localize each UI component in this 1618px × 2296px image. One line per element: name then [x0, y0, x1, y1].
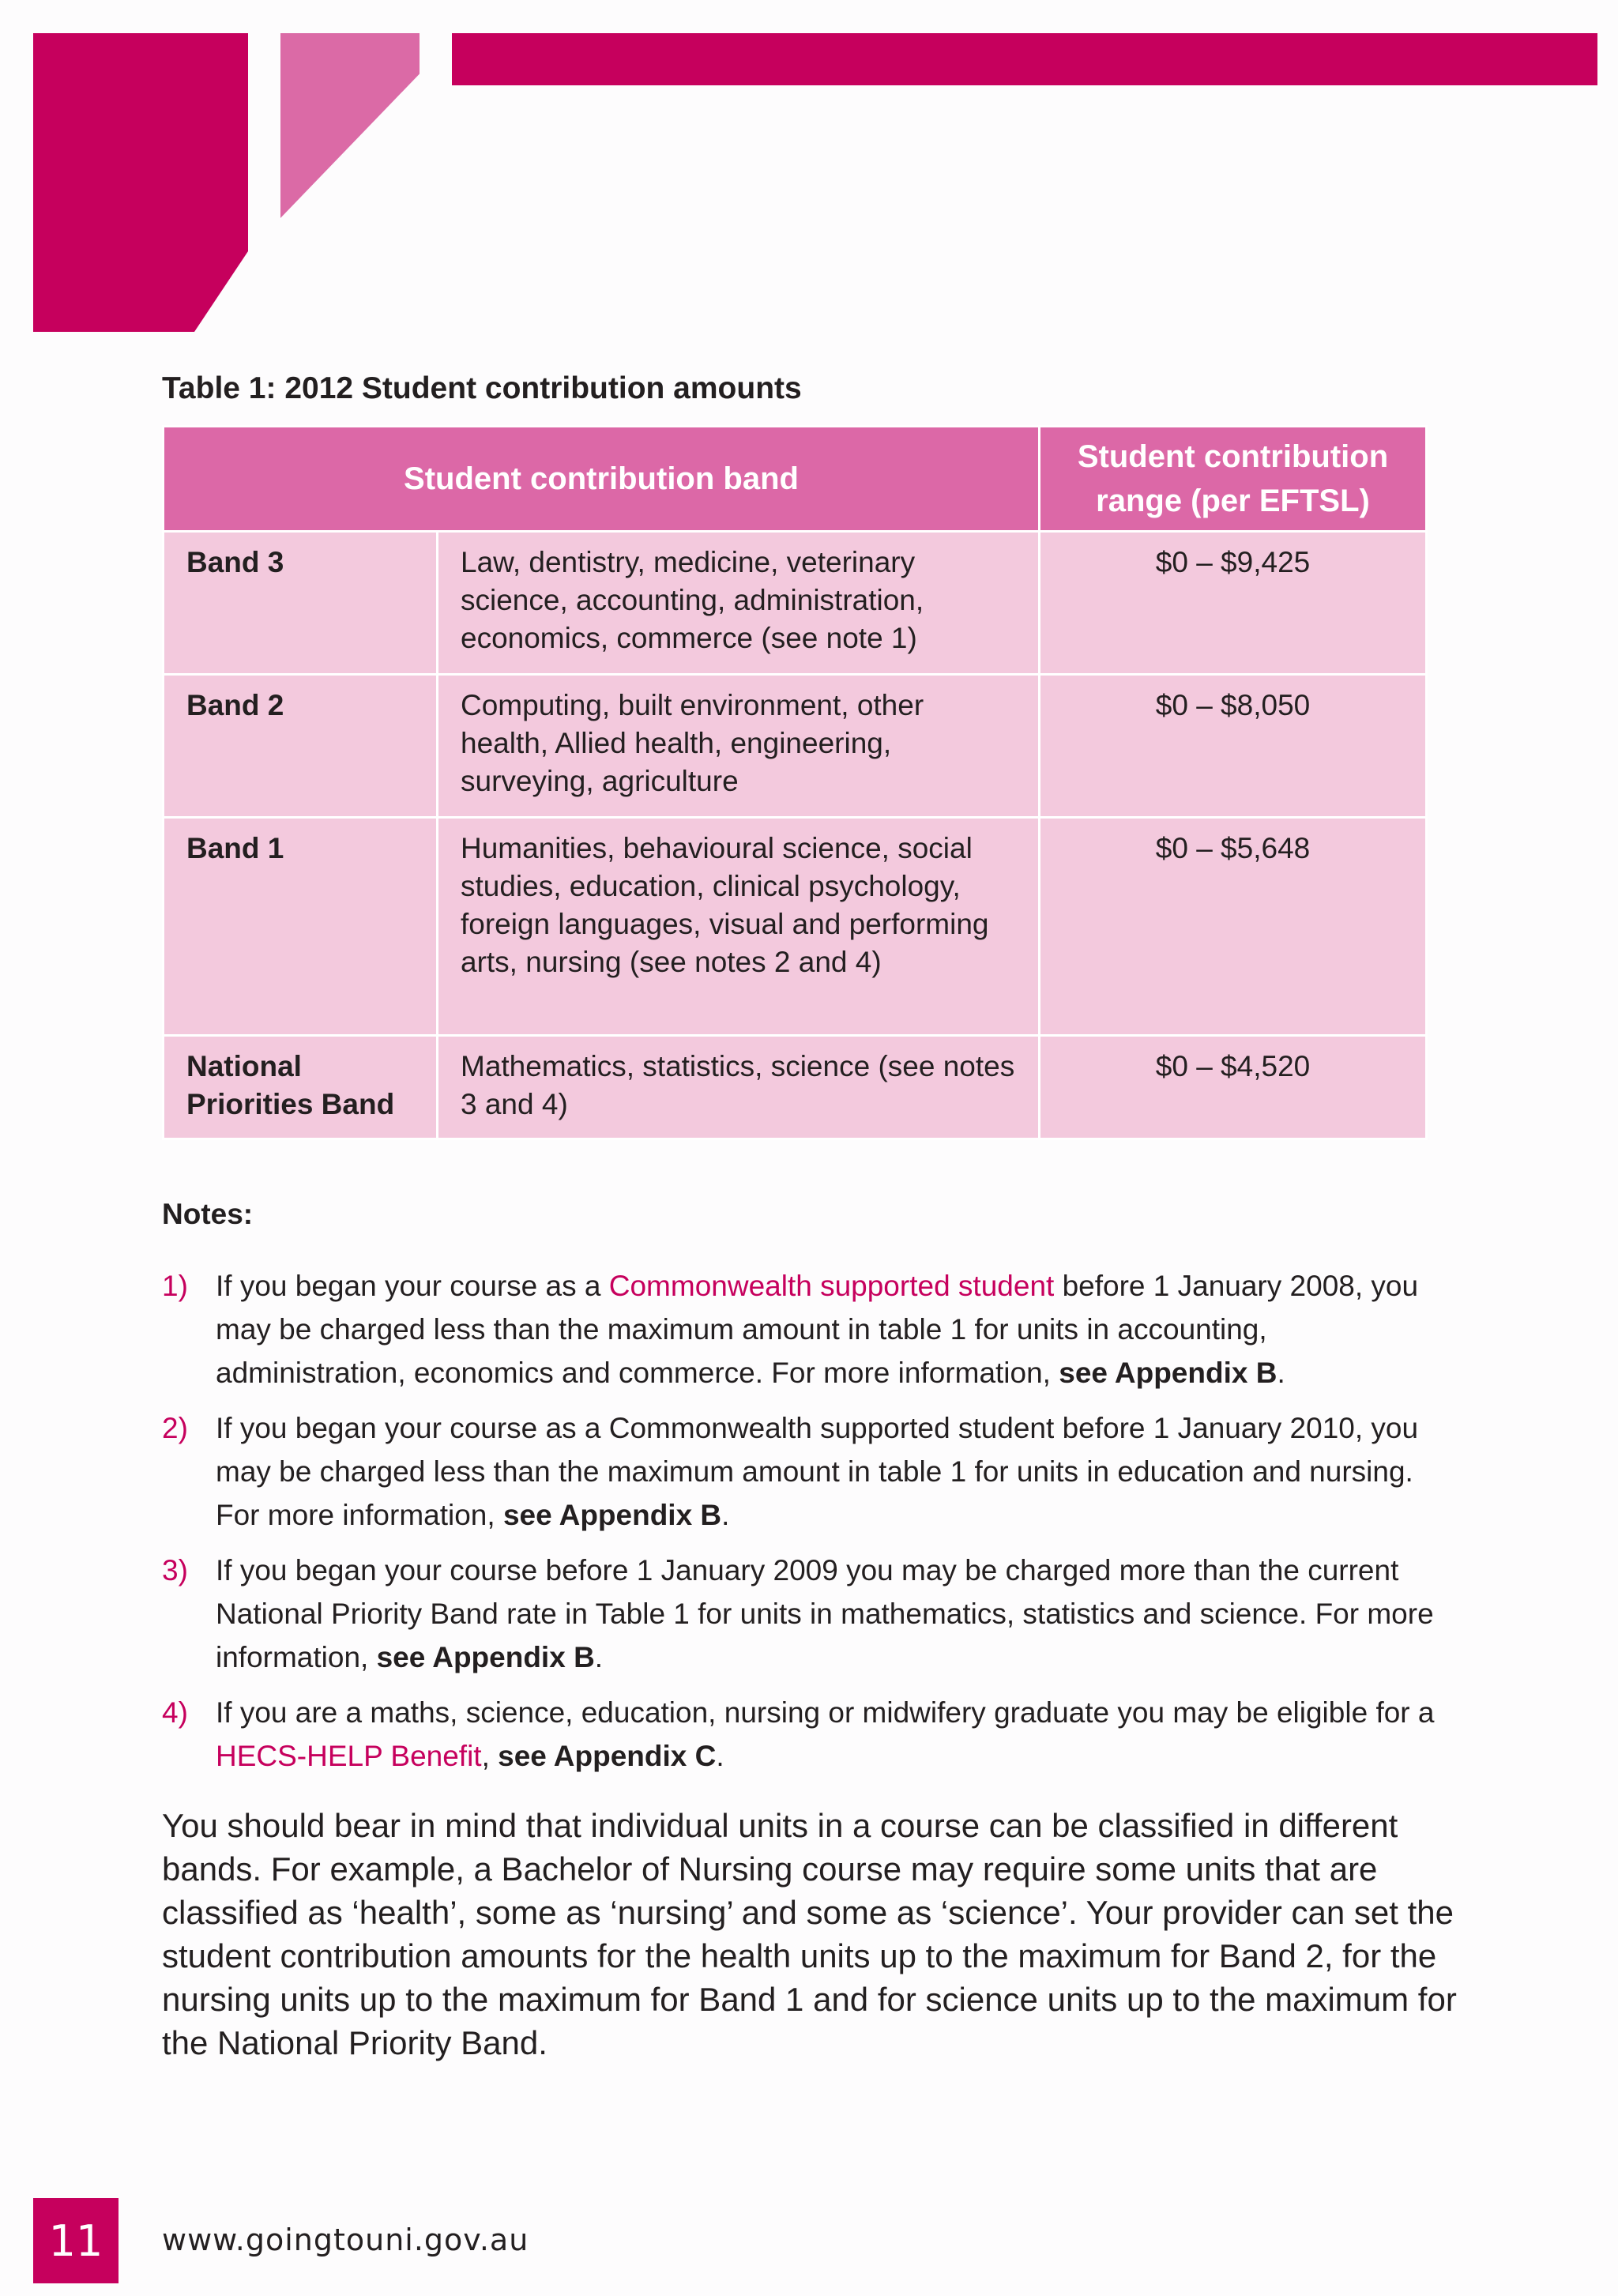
- note-text: If you began your course as a Commonwealth supported student before 1 January 2010, you may be charged less than the maximum amount in table 1 for units in education and nursing. For more information,: [216, 1412, 1419, 1531]
- header-range: [1040, 427, 1427, 532]
- band-name: [164, 1036, 438, 1139]
- band-name-line2: Priorities Band: [186, 1088, 395, 1120]
- note-number: 4): [162, 1696, 188, 1729]
- notes-list: [162, 1264, 1442, 1790]
- note-text: .: [1277, 1357, 1285, 1389]
- table-row: [164, 532, 1427, 675]
- body-paragraph: You should bear in mind that individual units in a course can be classified in different bands. For example, a Bachelor of Nursing course may require some units that are classified as ‘health’, some as ‘nursing’ and some as ‘science’. Your provider can set the student contribution amounts for the health units up to the maximum for Band 2, for the nursing units up to the maximum for Band 1 and for science units up to the maximum for the National Priority Band.: [162, 1807, 1457, 2061]
- note-item: [162, 1691, 1442, 1778]
- appendix-reference: see Appendix B: [502, 1499, 722, 1531]
- header-band-label: Student contribution band: [404, 461, 799, 496]
- header-decoration-bar: [452, 33, 1597, 85]
- table-row: [164, 675, 1427, 818]
- header-range-line2: range (per EFTSL): [1096, 484, 1370, 518]
- note-text: .: [721, 1499, 730, 1531]
- header-range-line1: Student contribution: [1077, 439, 1389, 474]
- hecs-help-benefit-link[interactable]: HECS-HELP Benefit: [216, 1740, 482, 1772]
- band-fields: Computing, built environment, other health, Allied health, engineering, surveying, agriculture: [438, 675, 1040, 818]
- note-number: 1): [162, 1270, 188, 1302]
- appendix-reference: see Appendix C: [498, 1740, 717, 1772]
- band-name-line1: National: [186, 1050, 302, 1082]
- header-decoration-triangle: [280, 33, 420, 218]
- note-text: ,: [481, 1740, 499, 1772]
- note-text: before 1 January 2008, you may be charged less than the maximum amount in table 1 for units in accounting, administration, economics and commerce. For more information,: [216, 1270, 1419, 1389]
- table-row: [164, 1036, 1427, 1139]
- note-text: .: [594, 1641, 604, 1673]
- band-range: $0 – $8,050: [1040, 675, 1427, 818]
- notes-heading: Notes:: [162, 1198, 254, 1230]
- contribution-table: [162, 425, 1428, 1140]
- band-fields: Mathematics, statistics, science (see notes 3 and 4): [438, 1036, 1040, 1139]
- note-text: If you began your course before 1 January 2009 you may be charged more than the current National Priority Band rate in Table 1 for units in mathematics, statistics and science. For more information,: [216, 1554, 1434, 1673]
- note-item: [162, 1264, 1442, 1395]
- note-item: [162, 1406, 1442, 1537]
- note-text: If you are a maths, science, education, nursing or midwifery graduate you may be eligible for a: [216, 1696, 1435, 1729]
- band-range: $0 – $9,425: [1040, 532, 1427, 675]
- band-range: $0 – $5,648: [1040, 818, 1427, 1036]
- appendix-reference: see Appendix B: [376, 1641, 595, 1673]
- commonwealth-supported-student-link[interactable]: Commonwealth supported student: [608, 1270, 1055, 1302]
- band-name: Band 3: [164, 532, 438, 675]
- note-text: .: [716, 1740, 724, 1772]
- note-item: [162, 1549, 1442, 1679]
- band-name: Band 2: [164, 675, 438, 818]
- table-row: [164, 818, 1427, 1036]
- note-number: 3): [162, 1554, 188, 1586]
- appendix-reference: see Appendix B: [1059, 1357, 1277, 1389]
- band-fields: Humanities, behavioural science, social studies, education, clinical psychology, foreign languages, visual and performing arts, nursing (see notes 2 and 4): [438, 818, 1040, 1036]
- band-name: Band 1: [164, 818, 438, 1036]
- band-range: $0 – $4,520: [1040, 1036, 1427, 1139]
- footer-url[interactable]: www.goingtouni.gov.au: [162, 2223, 529, 2257]
- header-band: [164, 427, 1040, 532]
- note-text: If you began your course as a: [216, 1270, 609, 1302]
- table-title: Table 1: 2012 Student contribution amounts: [162, 371, 802, 405]
- band-fields: Law, dentistry, medicine, veterinary science, accounting, administration, economics, commerce (see note 1): [438, 532, 1040, 675]
- header-decoration-block: [33, 33, 248, 332]
- page-number: 11: [33, 2198, 119, 2283]
- table-header-row: [164, 427, 1427, 532]
- note-number: 2): [162, 1412, 188, 1444]
